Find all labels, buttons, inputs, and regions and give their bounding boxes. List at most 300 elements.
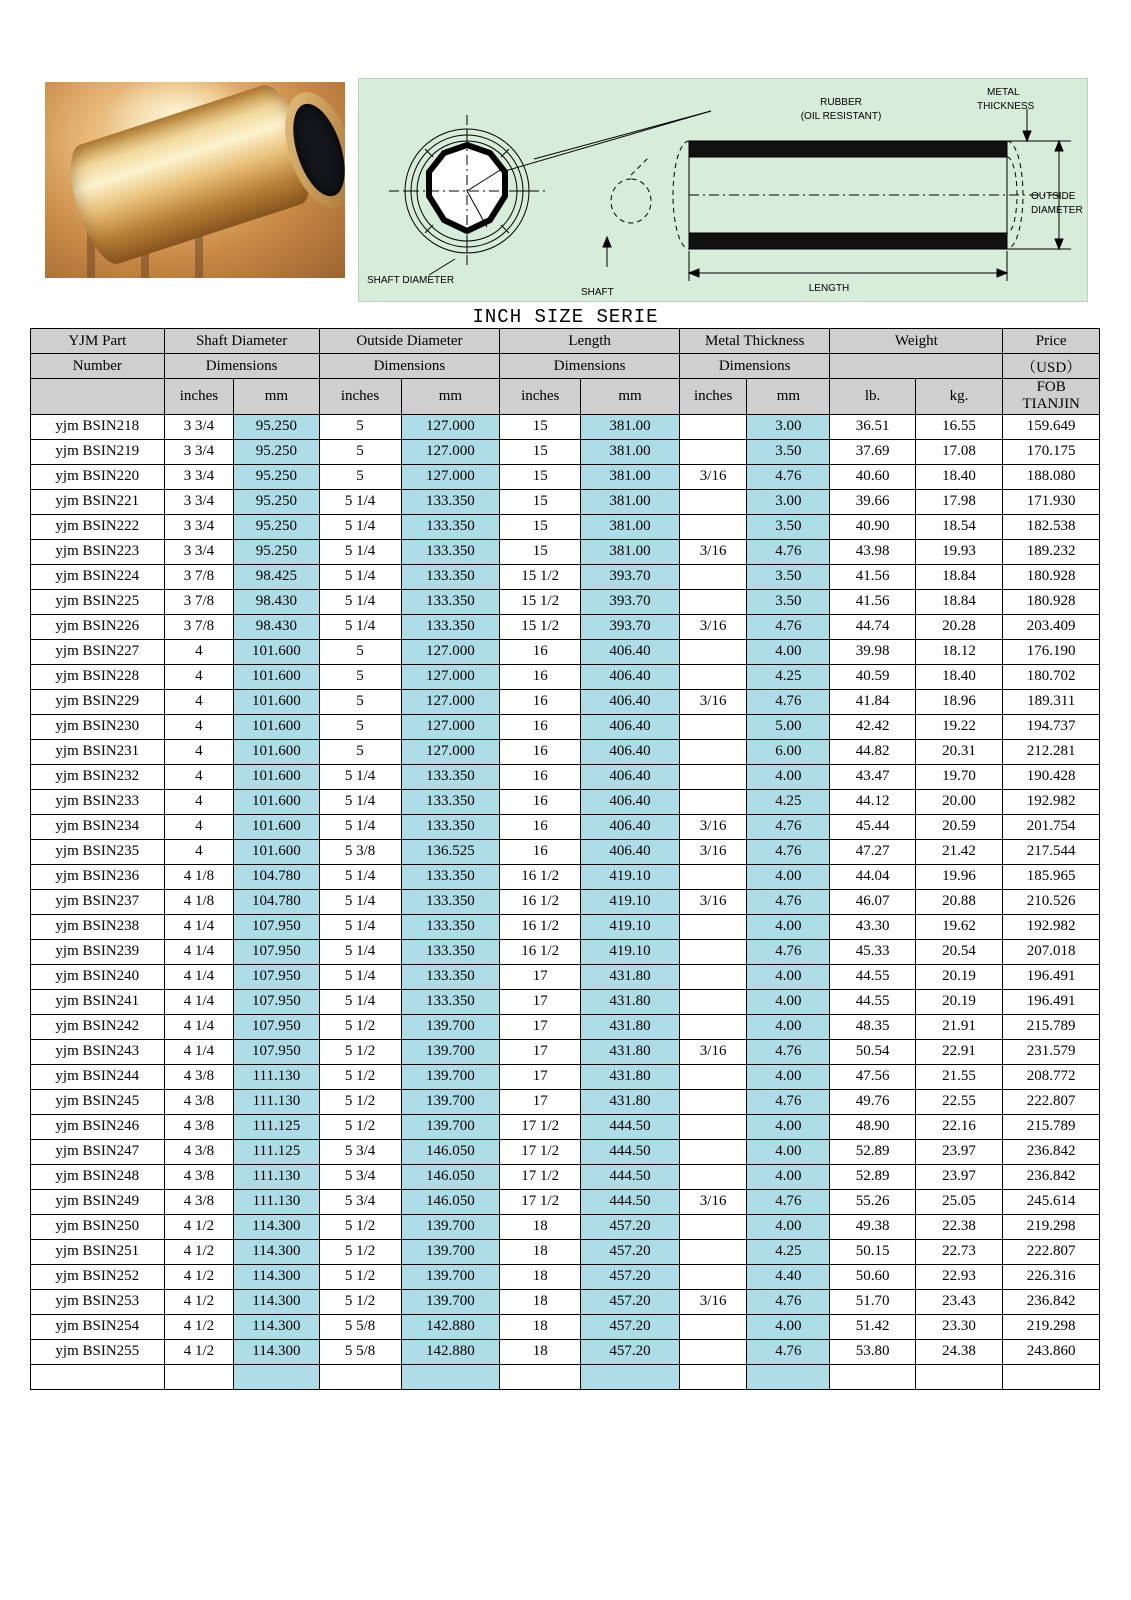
cell-shaft-mm: 107.950 — [234, 939, 319, 964]
cell-length-inches: 16 — [500, 689, 581, 714]
cell-outside-inches — [319, 1364, 401, 1389]
cell-weight-kg: 22.91 — [915, 1039, 1003, 1064]
cell-length-inches: 18 — [500, 1339, 581, 1364]
cell-weight-kg: 20.00 — [915, 789, 1003, 814]
cell-length-inches: 17 — [500, 1089, 581, 1114]
table-row — [31, 439, 1100, 464]
cell-price-fob: 245.614 — [1003, 1189, 1100, 1214]
table-row — [31, 639, 1100, 664]
cell-outside-inches: 5 1/4 — [319, 489, 401, 514]
cell-weight-kg: 21.91 — [915, 1014, 1003, 1039]
cell-shaft-inches: 4 3/8 — [164, 1089, 234, 1114]
cell-length-mm: 457.20 — [581, 1314, 680, 1339]
cell-weight-kg: 23.43 — [915, 1289, 1003, 1314]
table-row — [31, 739, 1100, 764]
cell-part-number: yjm BSIN219 — [31, 439, 165, 464]
cell-shaft-inches: 4 3/8 — [164, 1139, 234, 1164]
cell-part-number: yjm BSIN220 — [31, 464, 165, 489]
cell-outside-inches: 5 1/4 — [319, 589, 401, 614]
table-row — [31, 1289, 1100, 1314]
cell-length-mm: 444.50 — [581, 1114, 680, 1139]
cell-outside-inches: 5 1/4 — [319, 514, 401, 539]
cell-thickness-mm: 4.25 — [747, 1239, 830, 1264]
cell-thickness-mm: 4.00 — [747, 989, 830, 1014]
cell-shaft-inches: 3 3/4 — [164, 439, 234, 464]
cell-thickness-mm: 4.00 — [747, 1064, 830, 1089]
cell-weight-lb: 48.35 — [830, 1014, 915, 1039]
cell-length-mm: 381.00 — [581, 439, 680, 464]
header-row-1 — [31, 329, 1100, 354]
cell-length-mm: 444.50 — [581, 1164, 680, 1189]
cell-length-inches: 16 1/2 — [500, 939, 581, 964]
cell-part-number: yjm BSIN222 — [31, 514, 165, 539]
cell-price-fob: 236.842 — [1003, 1139, 1100, 1164]
cell-part-number: yjm BSIN246 — [31, 1114, 165, 1139]
cell-length-mm: 431.80 — [581, 1039, 680, 1064]
cell-shaft-inches: 4 — [164, 664, 234, 689]
cell-thickness-mm: 4.00 — [747, 1314, 830, 1339]
cell-part-number: yjm BSIN249 — [31, 1189, 165, 1214]
cell-thickness-inches — [679, 1064, 746, 1089]
cell-length-inches: 16 1/2 — [500, 889, 581, 914]
header-thickness-inches: inches — [679, 379, 746, 415]
cell-weight-kg: 20.19 — [915, 989, 1003, 1014]
table-row — [31, 1214, 1100, 1239]
cell-outside-mm: 127.000 — [401, 639, 500, 664]
cell-length-mm: 431.80 — [581, 1064, 680, 1089]
cell-price-fob: 185.965 — [1003, 864, 1100, 889]
cell-thickness-mm: 4.76 — [747, 539, 830, 564]
cell-outside-mm: 139.700 — [401, 1289, 500, 1314]
cell-part-number: yjm BSIN252 — [31, 1264, 165, 1289]
table-row — [31, 989, 1100, 1014]
cell-shaft-mm: 111.130 — [234, 1089, 319, 1114]
cell-part-number: yjm BSIN241 — [31, 989, 165, 1014]
cell-length-mm: 431.80 — [581, 1014, 680, 1039]
cell-weight-kg: 19.22 — [915, 714, 1003, 739]
cell-thickness-mm: 3.50 — [747, 514, 830, 539]
cell-length-inches: 18 — [500, 1214, 581, 1239]
cell-part-number — [31, 1364, 165, 1389]
cell-shaft-inches: 4 1/4 — [164, 1039, 234, 1064]
cell-shaft-mm: 107.950 — [234, 1014, 319, 1039]
cell-weight-kg: 17.08 — [915, 439, 1003, 464]
cell-thickness-inches — [679, 414, 746, 439]
cell-outside-inches: 5 1/2 — [319, 1039, 401, 1064]
cell-shaft-mm: 114.300 — [234, 1214, 319, 1239]
cell-length-inches: 16 — [500, 814, 581, 839]
cell-outside-mm: 133.350 — [401, 789, 500, 814]
cell-outside-inches: 5 5/8 — [319, 1339, 401, 1364]
cell-thickness-inches: 3/16 — [679, 464, 746, 489]
cell-thickness-mm: 3.00 — [747, 414, 830, 439]
cell-outside-mm: 136.525 — [401, 839, 500, 864]
cell-thickness-inches: 3/16 — [679, 889, 746, 914]
cell-weight-kg: 22.55 — [915, 1089, 1003, 1114]
cell-thickness-mm: 4.00 — [747, 1114, 830, 1139]
cell-weight-lb: 49.76 — [830, 1089, 915, 1114]
cell-weight-lb: 50.54 — [830, 1039, 915, 1064]
cell-part-number: yjm BSIN226 — [31, 614, 165, 639]
cell-outside-mm: 133.350 — [401, 539, 500, 564]
cell-shaft-mm: 98.430 — [234, 589, 319, 614]
cell-thickness-mm: 4.00 — [747, 1139, 830, 1164]
cell-shaft-inches: 3 3/4 — [164, 539, 234, 564]
cell-price-fob: 170.175 — [1003, 439, 1100, 464]
cell-part-number: yjm BSIN235 — [31, 839, 165, 864]
table-row — [31, 1114, 1100, 1139]
bushing-body — [59, 82, 321, 270]
cell-outside-mm: 139.700 — [401, 1039, 500, 1064]
cell-outside-inches: 5 1/2 — [319, 1239, 401, 1264]
cell-outside-inches: 5 1/4 — [319, 939, 401, 964]
table-row — [31, 589, 1100, 614]
cell-length-mm: 381.00 — [581, 464, 680, 489]
cell-part-number: yjm BSIN233 — [31, 789, 165, 814]
cell-weight-kg: 18.96 — [915, 689, 1003, 714]
cell-shaft-mm: 114.300 — [234, 1264, 319, 1289]
cell-part-number: yjm BSIN230 — [31, 714, 165, 739]
cell-weight-lb: 41.56 — [830, 589, 915, 614]
cell-part-number: yjm BSIN238 — [31, 914, 165, 939]
cell-thickness-mm: 3.00 — [747, 489, 830, 514]
cell-length-inches: 18 — [500, 1314, 581, 1339]
cell-weight-lb: 45.44 — [830, 814, 915, 839]
cell-length-inches: 16 — [500, 789, 581, 814]
cell-thickness-inches — [679, 564, 746, 589]
cell-thickness-mm: 4.00 — [747, 1164, 830, 1189]
cell-outside-inches: 5 — [319, 739, 401, 764]
cell-price-fob: 159.649 — [1003, 414, 1100, 439]
cell-shaft-inches: 3 3/4 — [164, 514, 234, 539]
cell-weight-kg: 25.05 — [915, 1189, 1003, 1214]
cell-price-fob: 208.772 — [1003, 1064, 1100, 1089]
cell-outside-mm: 142.880 — [401, 1314, 500, 1339]
cell-length-mm: 457.20 — [581, 1264, 680, 1289]
cell-price-fob: 189.311 — [1003, 689, 1100, 714]
cell-length-inches: 15 — [500, 539, 581, 564]
cell-shaft-mm: 111.125 — [234, 1139, 319, 1164]
cell-thickness-inches: 3/16 — [679, 689, 746, 714]
cell-outside-mm: 139.700 — [401, 1064, 500, 1089]
cell-length-inches: 15 — [500, 439, 581, 464]
header-tianjin: TIANJIN — [1022, 396, 1080, 413]
cell-weight-kg: 20.59 — [915, 814, 1003, 839]
cell-thickness-inches: 3/16 — [679, 814, 746, 839]
cell-outside-mm: 146.050 — [401, 1164, 500, 1189]
cell-outside-inches: 5 1/2 — [319, 1014, 401, 1039]
cell-length-inches: 18 — [500, 1264, 581, 1289]
cell-outside-mm: 133.350 — [401, 614, 500, 639]
cell-weight-kg: 23.97 — [915, 1164, 1003, 1189]
cell-thickness-inches — [679, 1239, 746, 1264]
cell-price-fob: 236.842 — [1003, 1164, 1100, 1189]
header-shaft-mm: mm — [234, 379, 319, 415]
cell-weight-lb: 43.47 — [830, 764, 915, 789]
cell-shaft-mm: 107.950 — [234, 989, 319, 1014]
cell-shaft-inches: 4 — [164, 639, 234, 664]
cell-outside-inches: 5 3/4 — [319, 1164, 401, 1189]
cell-shaft-mm: 114.300 — [234, 1339, 319, 1364]
cell-part-number: yjm BSIN232 — [31, 764, 165, 789]
cell-outside-inches: 5 — [319, 464, 401, 489]
header-fob-tianjin — [1003, 379, 1100, 415]
table-row — [31, 489, 1100, 514]
table-row — [31, 539, 1100, 564]
cell-shaft-mm: 111.130 — [234, 1189, 319, 1214]
cell-thickness-inches — [679, 1164, 746, 1189]
cell-weight-kg: 22.38 — [915, 1214, 1003, 1239]
cell-shaft-inches: 4 — [164, 814, 234, 839]
cell-length-inches: 18 — [500, 1239, 581, 1264]
cell-part-number: yjm BSIN245 — [31, 1089, 165, 1114]
cell-thickness-inches — [679, 1214, 746, 1239]
cell-weight-kg: 18.40 — [915, 464, 1003, 489]
cell-part-number: yjm BSIN237 — [31, 889, 165, 914]
cell-length-inches: 16 — [500, 839, 581, 864]
cell-weight-kg: 21.55 — [915, 1064, 1003, 1089]
cell-outside-inches: 5 1/4 — [319, 614, 401, 639]
header-length-mm: mm — [581, 379, 680, 415]
cell-thickness-mm: 4.00 — [747, 764, 830, 789]
cell-thickness-inches — [679, 1339, 746, 1364]
cell-shaft-inches: 4 1/4 — [164, 914, 234, 939]
cell-outside-inches: 5 1/4 — [319, 964, 401, 989]
cell-weight-lb: 41.84 — [830, 689, 915, 714]
cell-length-inches: 17 1/2 — [500, 1189, 581, 1214]
cell-outside-mm: 127.000 — [401, 439, 500, 464]
cell-outside-inches: 5 1/4 — [319, 564, 401, 589]
table-row — [31, 1364, 1100, 1389]
cell-weight-lb: 42.42 — [830, 714, 915, 739]
cell-length-inches: 15 1/2 — [500, 614, 581, 639]
cell-outside-mm: 127.000 — [401, 464, 500, 489]
cell-shaft-inches: 4 1/8 — [164, 889, 234, 914]
cell-outside-mm: 146.050 — [401, 1189, 500, 1214]
cell-thickness-inches: 3/16 — [679, 1189, 746, 1214]
cell-part-number: yjm BSIN251 — [31, 1239, 165, 1264]
cell-weight-lb: 41.56 — [830, 564, 915, 589]
cell-thickness-mm: 4.76 — [747, 1289, 830, 1314]
cell-price-fob: 188.080 — [1003, 464, 1100, 489]
cell-shaft-mm: 98.425 — [234, 564, 319, 589]
cell-thickness-mm: 4.00 — [747, 864, 830, 889]
cell-thickness-mm: 4.76 — [747, 1189, 830, 1214]
cell-shaft-mm: 111.130 — [234, 1164, 319, 1189]
brass-bearing-photo — [45, 82, 345, 278]
cell-thickness-mm: 4.76 — [747, 889, 830, 914]
cell-shaft-inches: 3 3/4 — [164, 489, 234, 514]
header-weight-lb: lb. — [830, 379, 915, 415]
cell-thickness-inches: 3/16 — [679, 839, 746, 864]
cell-outside-inches: 5 5/8 — [319, 1314, 401, 1339]
cell-part-number: yjm BSIN228 — [31, 664, 165, 689]
cell-weight-kg: 21.42 — [915, 839, 1003, 864]
cell-shaft-mm: 95.250 — [234, 489, 319, 514]
table-row — [31, 864, 1100, 889]
header-thickness-mm: mm — [747, 379, 830, 415]
header-number: Number — [31, 354, 165, 379]
cell-shaft-mm: 101.600 — [234, 814, 319, 839]
cell-price-fob: 210.526 — [1003, 889, 1100, 914]
cell-weight-kg: 19.62 — [915, 914, 1003, 939]
cell-shaft-inches — [164, 1364, 234, 1389]
cell-shaft-inches: 4 3/8 — [164, 1114, 234, 1139]
cell-length-inches: 17 — [500, 1014, 581, 1039]
cell-outside-inches: 5 1/2 — [319, 1089, 401, 1114]
cell-length-inches: 17 — [500, 964, 581, 989]
table-row — [31, 689, 1100, 714]
cell-thickness-inches — [679, 1264, 746, 1289]
cell-length-mm: 419.10 — [581, 939, 680, 964]
cell-length-mm: 406.40 — [581, 814, 680, 839]
cell-part-number: yjm BSIN234 — [31, 814, 165, 839]
cell-outside-inches: 5 — [319, 714, 401, 739]
cell-weight-lb: 40.60 — [830, 464, 915, 489]
cell-outside-mm: 127.000 — [401, 689, 500, 714]
cell-outside-mm: 146.050 — [401, 1139, 500, 1164]
cell-thickness-mm: 4.00 — [747, 639, 830, 664]
cell-weight-kg — [915, 1364, 1003, 1389]
cell-part-number: yjm BSIN236 — [31, 864, 165, 889]
technical-diagram — [358, 78, 1088, 302]
cell-weight-lb: 44.55 — [830, 989, 915, 1014]
cell-thickness-inches — [679, 639, 746, 664]
table-row — [31, 1189, 1100, 1214]
cell-thickness-inches — [679, 1089, 746, 1114]
cell-thickness-mm: 3.50 — [747, 564, 830, 589]
cell-length-mm: 381.00 — [581, 489, 680, 514]
cell-price-fob: 219.298 — [1003, 1214, 1100, 1239]
table-row — [31, 1139, 1100, 1164]
cell-shaft-inches: 4 — [164, 839, 234, 864]
cell-price-fob: 231.579 — [1003, 1039, 1100, 1064]
cell-outside-mm: 133.350 — [401, 514, 500, 539]
cell-outside-inches: 5 3/4 — [319, 1139, 401, 1164]
cell-thickness-inches — [679, 439, 746, 464]
cell-weight-lb: 53.80 — [830, 1339, 915, 1364]
cell-price-fob: 236.842 — [1003, 1289, 1100, 1314]
cell-shaft-inches: 4 1/4 — [164, 939, 234, 964]
table-row — [31, 514, 1100, 539]
cell-weight-kg: 22.93 — [915, 1264, 1003, 1289]
cell-thickness-mm: 4.76 — [747, 839, 830, 864]
header-row-2 — [31, 354, 1100, 379]
cell-thickness-mm: 4.00 — [747, 1214, 830, 1239]
cell-price-fob: 222.807 — [1003, 1089, 1100, 1114]
cell-outside-mm: 133.350 — [401, 864, 500, 889]
cell-outside-inches: 5 — [319, 439, 401, 464]
cell-outside-mm: 127.000 — [401, 739, 500, 764]
cell-length-inches: 17 — [500, 1064, 581, 1089]
cell-length-mm — [581, 1364, 680, 1389]
diagram-label-shaft: SHAFT — [581, 287, 614, 298]
cell-price-fob: 180.702 — [1003, 664, 1100, 689]
cell-thickness-inches: 3/16 — [679, 614, 746, 639]
cell-thickness-inches — [679, 589, 746, 614]
cell-weight-lb: 51.70 — [830, 1289, 915, 1314]
table-row — [31, 914, 1100, 939]
cell-thickness-mm: 4.76 — [747, 464, 830, 489]
cell-price-fob: 201.754 — [1003, 814, 1100, 839]
table-row — [31, 414, 1100, 439]
cell-thickness-inches — [679, 1014, 746, 1039]
cell-thickness-mm: 4.76 — [747, 814, 830, 839]
cell-length-inches: 15 1/2 — [500, 564, 581, 589]
diagram-label-rubber-sub: (OIL RESISTANT) — [800, 111, 882, 122]
cell-weight-kg: 23.97 — [915, 1139, 1003, 1164]
cell-shaft-mm: 107.950 — [234, 914, 319, 939]
cell-length-mm: 393.70 — [581, 614, 680, 639]
cell-weight-kg: 16.55 — [915, 414, 1003, 439]
cell-shaft-mm: 95.250 — [234, 514, 319, 539]
cell-weight-lb: 40.90 — [830, 514, 915, 539]
cell-shaft-inches: 4 — [164, 689, 234, 714]
cell-thickness-inches — [679, 1314, 746, 1339]
diagram-label-metal-thickness2: THICKNESS — [977, 101, 1035, 112]
cell-outside-mm: 139.700 — [401, 1089, 500, 1114]
cell-outside-inches: 5 1/4 — [319, 914, 401, 939]
table-row — [31, 889, 1100, 914]
cell-price-fob: 192.982 — [1003, 914, 1100, 939]
cell-weight-lb: 50.15 — [830, 1239, 915, 1264]
cell-length-inches: 15 — [500, 489, 581, 514]
cell-shaft-mm: 114.300 — [234, 1239, 319, 1264]
cell-thickness-inches — [679, 789, 746, 814]
cell-length-inches — [500, 1364, 581, 1389]
cell-length-inches: 16 1/2 — [500, 914, 581, 939]
cell-thickness-inches — [679, 714, 746, 739]
cell-shaft-mm: 101.600 — [234, 764, 319, 789]
cell-price-fob: 182.538 — [1003, 514, 1100, 539]
cell-shaft-mm: 101.600 — [234, 714, 319, 739]
table-row — [31, 1339, 1100, 1364]
cell-length-mm: 406.40 — [581, 714, 680, 739]
cell-length-inches: 17 1/2 — [500, 1139, 581, 1164]
cell-thickness-inches: 3/16 — [679, 539, 746, 564]
cell-part-number: yjm BSIN248 — [31, 1164, 165, 1189]
cell-shaft-inches: 4 — [164, 739, 234, 764]
cell-part-number: yjm BSIN253 — [31, 1289, 165, 1314]
cell-part-number: yjm BSIN242 — [31, 1014, 165, 1039]
cell-weight-kg: 20.54 — [915, 939, 1003, 964]
cell-outside-mm: 133.350 — [401, 939, 500, 964]
cell-outside-inches: 5 1/4 — [319, 989, 401, 1014]
cell-length-inches: 16 1/2 — [500, 864, 581, 889]
cell-weight-lb — [830, 1364, 915, 1389]
cell-outside-inches: 5 1/4 — [319, 814, 401, 839]
header-weight: Weight — [830, 329, 1003, 354]
cell-length-mm: 457.20 — [581, 1214, 680, 1239]
cell-weight-lb: 51.42 — [830, 1314, 915, 1339]
cell-price-fob: 243.860 — [1003, 1339, 1100, 1364]
table-row — [31, 1314, 1100, 1339]
cell-thickness-inches — [679, 664, 746, 689]
cell-thickness-mm: 4.76 — [747, 1339, 830, 1364]
cell-thickness-mm: 5.00 — [747, 714, 830, 739]
cell-length-inches: 15 — [500, 464, 581, 489]
cell-weight-lb: 44.82 — [830, 739, 915, 764]
header-part: YJM Part — [31, 329, 165, 354]
cell-length-mm: 419.10 — [581, 914, 680, 939]
cell-shaft-mm: 114.300 — [234, 1314, 319, 1339]
cell-length-mm: 457.20 — [581, 1289, 680, 1314]
cell-thickness-mm: 3.50 — [747, 589, 830, 614]
cell-thickness-inches — [679, 989, 746, 1014]
table-row — [31, 814, 1100, 839]
cell-outside-inches: 5 1/2 — [319, 1064, 401, 1089]
cell-outside-mm: 133.350 — [401, 964, 500, 989]
